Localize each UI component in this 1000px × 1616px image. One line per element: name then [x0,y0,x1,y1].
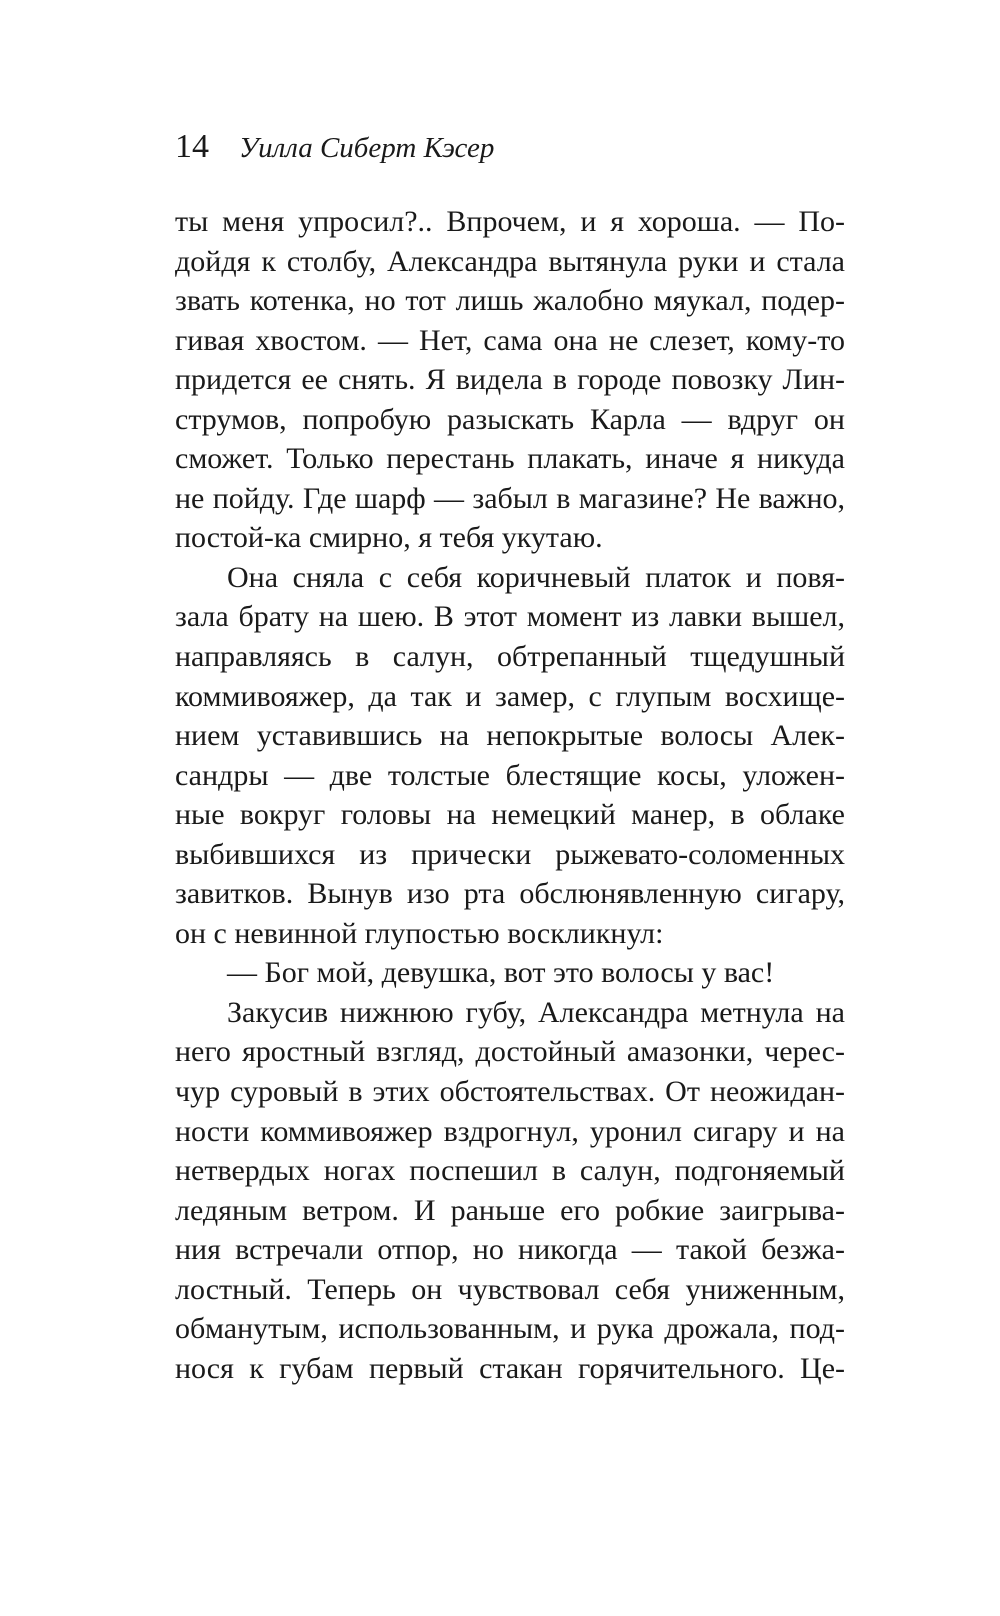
text-line: лостный. Теперь он чувствовал себя униженным, [175,1272,845,1306]
text-line: струмов, попробую разыскать Карла — вдруг он [175,402,845,436]
text-line: ледяным ветром. И раньше его робкие заигрыва- [175,1193,845,1227]
text-line: чур суровый в этих обстоятельствах. От неожидан- [175,1075,845,1109]
text-line: выбившихся из прически рыжевато-соломенных [175,837,845,871]
text-line: коммивояжер, да так и замер, с глупым восхище- [175,679,845,713]
text-line: него яростный взгляд, достойный амазонки, черес- [175,1035,845,1069]
text-line: не пойду. Где шарф — забыл в магазине? Не важно, [175,481,845,515]
text-line: придется ее снять. Я видела в городе повозку Лин- [175,363,845,397]
body-text [175,202,845,1388]
running-header [175,128,494,172]
text-line: ния встречали отпор, но никогда — такой безжа- [175,1233,845,1267]
text-line: звать котенка, но тот лишь жалобно мяукал, подер- [175,284,845,318]
text-line: Она сняла с себя коричневый платок и повя- [227,560,845,594]
text-line: — Бог мой, девушка, вот это волосы у вас! [227,956,775,990]
text-line: Закусив нижнюю губу, Александра метнула на [227,995,845,1029]
running-title: Уилла Сиберт Кэсер [239,132,495,164]
text-line: завитков. Вынув изо рта обслюнявленную сигару, [175,877,845,911]
page-number: 14 [175,128,209,165]
text-line: нием уставившись на непокрытые волосы Алек- [175,719,845,753]
text-line: нося к губам первый стакан горячительного. Це- [175,1351,845,1385]
text-line: зала брату на шею. В этот момент из лавки вышел, [175,600,845,634]
text-line: ные вокруг головы на немецкий манер, в облаке [175,798,845,832]
text-line: постой-ка смирно, я тебя укутаю. [175,521,603,555]
text-line: гивая хвостом. — Нет, сама она не слезет, кому-то [175,323,845,357]
text-line: сможет. Только перестань плакать, иначе я никуда [175,442,845,476]
text-line: обманутым, использованным, и рука дрожала, под- [175,1312,845,1346]
text-line: он с невинной глупостью воскликнул: [175,916,664,950]
text-line: дойдя к столбу, Александра вытянула руки и стала [175,244,845,278]
text-line: сандры — две толстые блестящие косы, уложен- [175,758,845,792]
text-line: ты меня упросил?.. Впрочем, и я хороша. — По- [175,205,845,238]
text-line: направляясь в салун, обтрепанный тщедушный [175,640,845,674]
text-line: ности коммивояжер вздрогнул, уронил сигару и на [175,1114,845,1148]
text-line: нетвердых ногах поспешил в салун, подгоняемый [175,1154,845,1188]
